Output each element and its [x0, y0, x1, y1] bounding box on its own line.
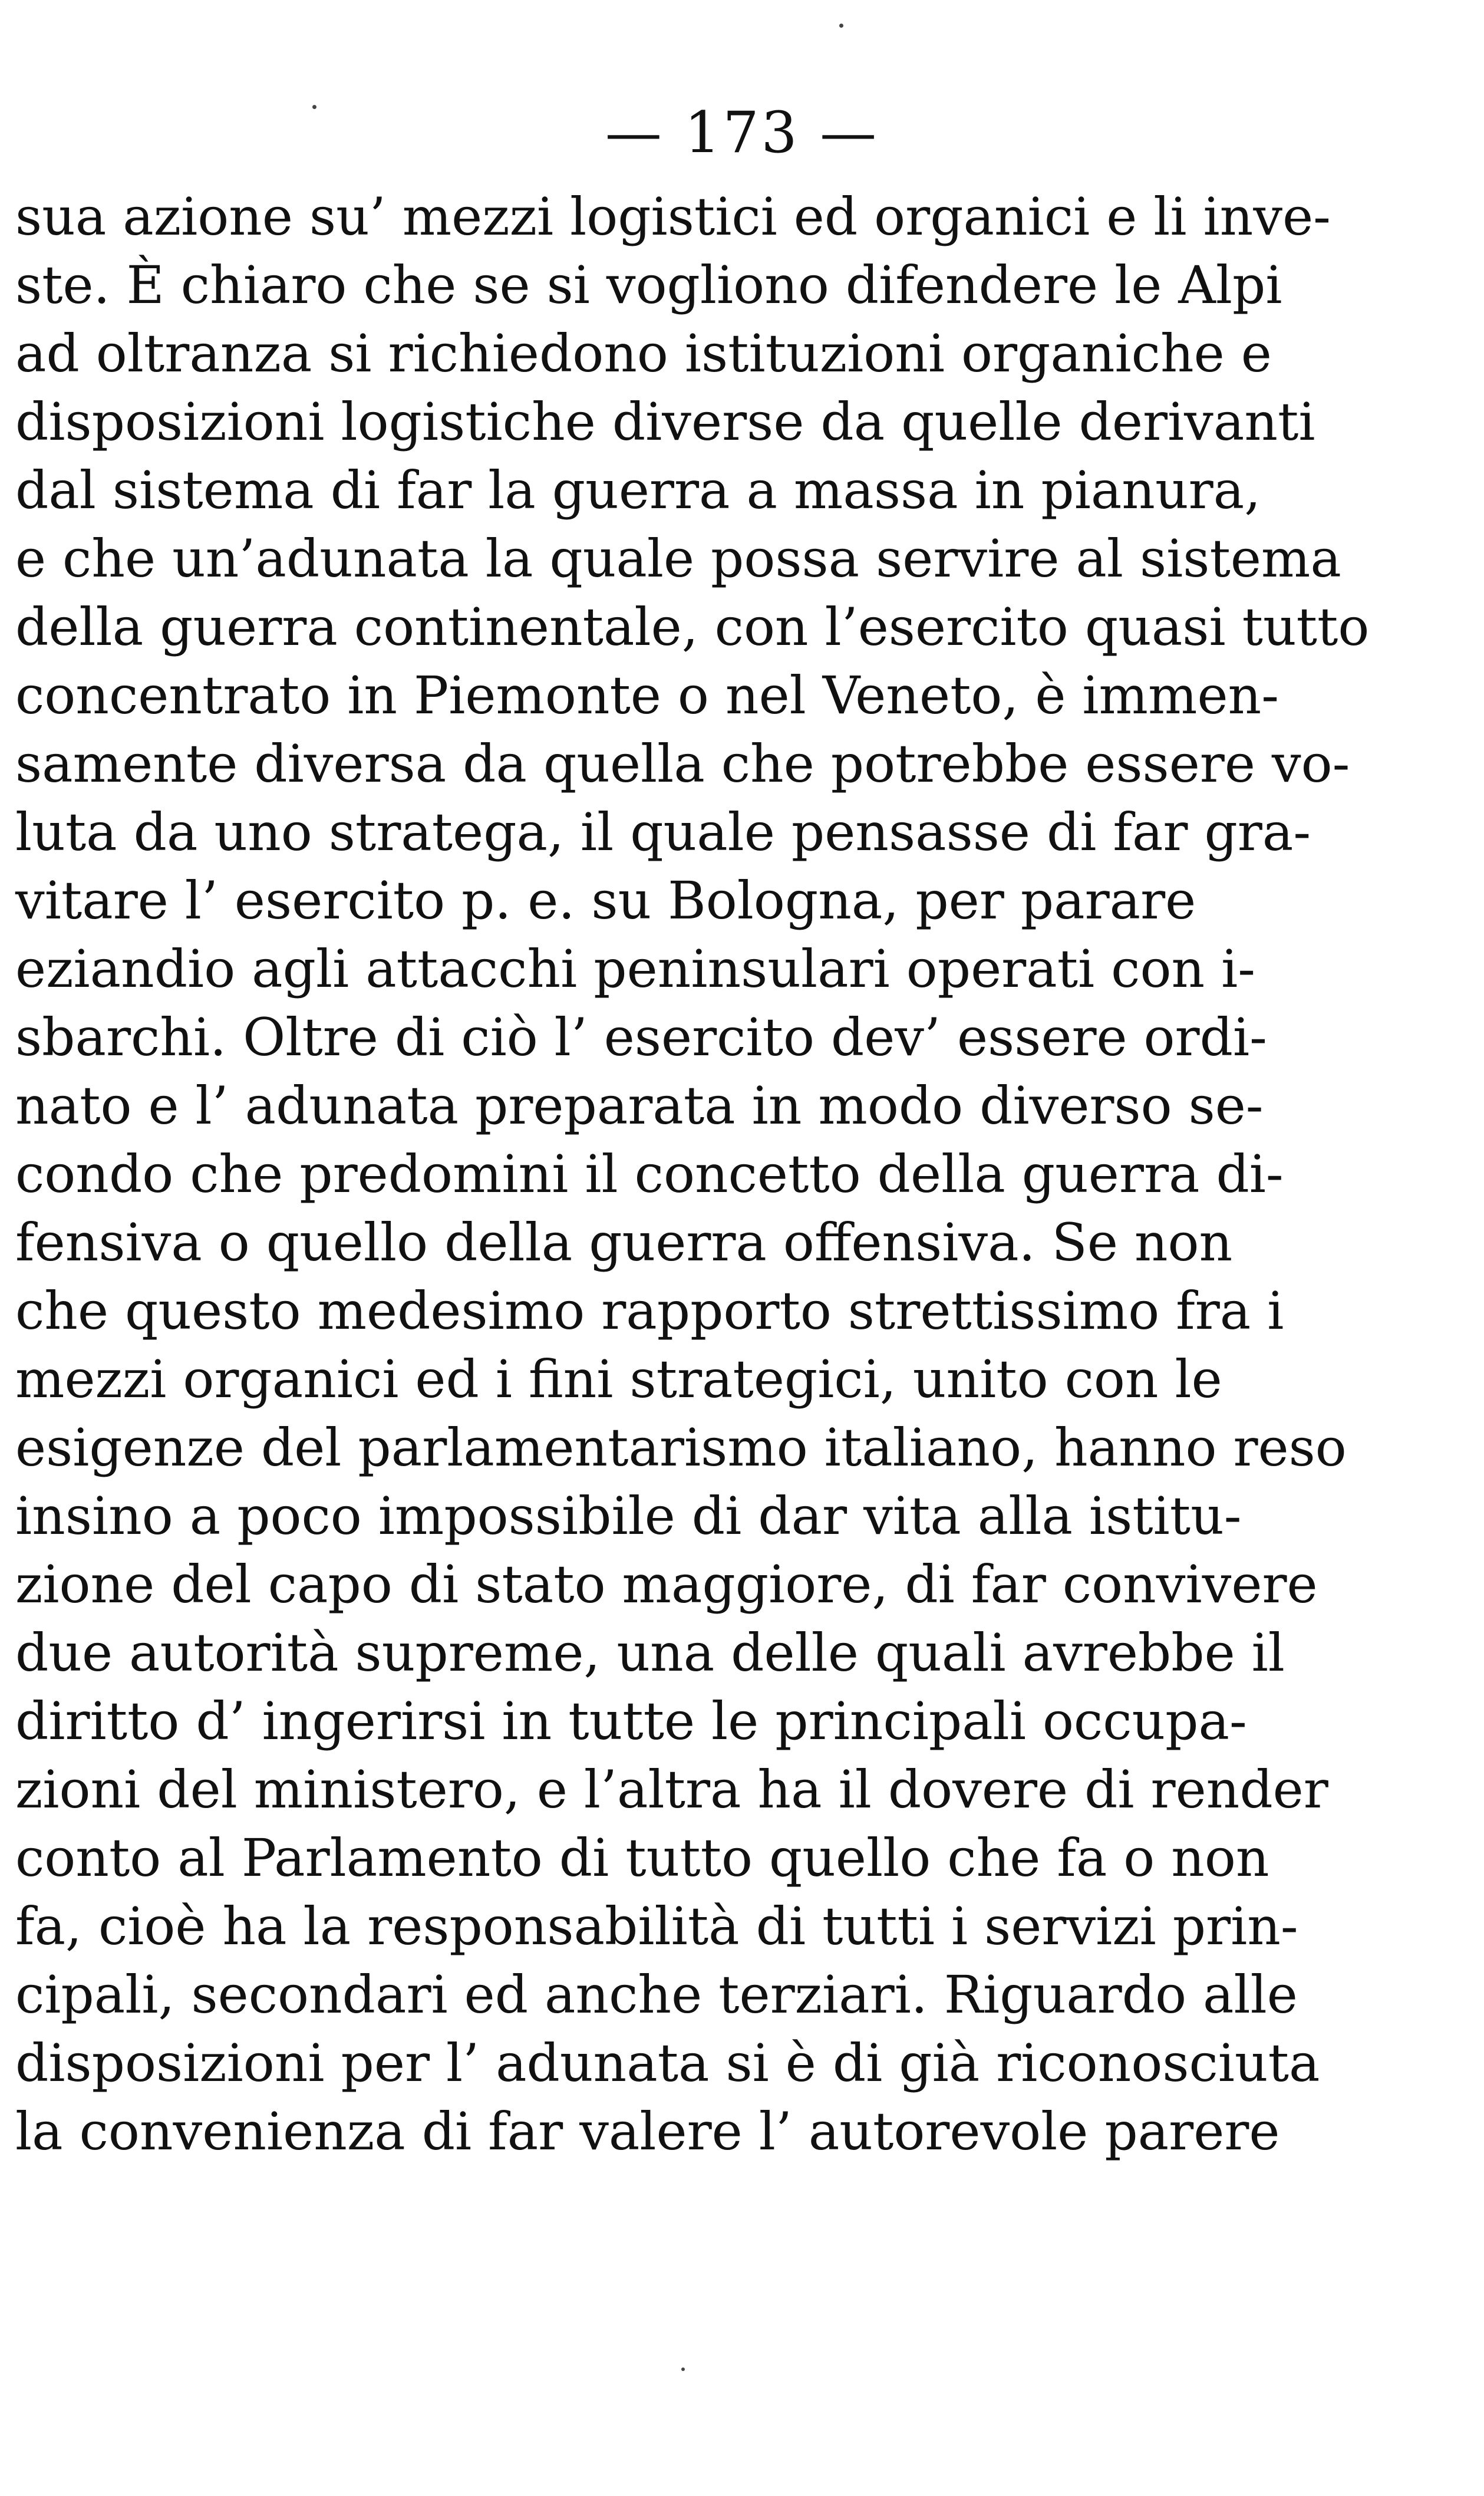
- text-line: nato e l’ adunata preparata in modo diverso se-: [15, 1075, 1264, 1136]
- text-line: zione del capo di stato maggiore, di far convivere: [15, 1554, 1318, 1615]
- page-number: — 173 —: [605, 100, 879, 166]
- text-line: eziandio agli attacchi peninsulari operati con i-: [15, 939, 1255, 999]
- text-line: mezzi organici ed i fini strategici, unito con le: [15, 1349, 1222, 1410]
- text-line: ste. È chiaro che se si vogliono difendere le Alpi: [15, 255, 1282, 315]
- text-line: esigenze del parlamentarismo italiano, hanno reso: [15, 1417, 1347, 1478]
- text-line: sbarchi. Oltre di ciò l’ esercito dev’ essere ordi-: [15, 1007, 1267, 1068]
- text-line: cipali, secondari ed anche terziari. Riguardo alle: [15, 1964, 1298, 2025]
- text-line: ad oltranza si richiedono istituzioni organiche e: [15, 323, 1272, 384]
- text-line: disposizioni logistiche diverse da quelle derivanti: [15, 391, 1315, 452]
- text-line: luta da uno stratega, il quale pensasse di far gra-: [15, 802, 1311, 862]
- text-line: dal sistema di far la guerra a massa in pianura,: [15, 460, 1261, 521]
- text-line: fensiva o quello della guerra offensiva. Se non: [15, 1212, 1233, 1273]
- text-line: vitare l’ esercito p. e. su Bologna, per parare: [15, 870, 1196, 931]
- text-line: insino a poco impossibile di dar vita alla istitu-: [15, 1486, 1242, 1546]
- body-text: [15, 183, 1370, 2166]
- text-line: condo che predomini il concetto della guerra di-: [15, 1144, 1284, 1204]
- text-line: la convenienza di far valere l’ autorevole parere: [15, 2101, 1280, 2162]
- text-line: fa, cioè ha la responsabilità di tutti i servizi prin-: [15, 1896, 1298, 1957]
- text-line: due autorità supreme, una delle quali avrebbe il: [15, 1622, 1285, 1683]
- text-line: e che un’adunata la quale possa servire al sistema: [15, 528, 1341, 589]
- text-line: diritto d’ ingerirsi in tutte le principali occupa-: [15, 1691, 1247, 1751]
- print-speck: [681, 2367, 685, 2371]
- text-line: disposizioni per l’ adunata si è di già riconosciuta: [15, 2033, 1320, 2093]
- text-line: concentrato in Piemonte o nel Veneto, è immen-: [15, 665, 1279, 726]
- text-line: che questo medesimo rapporto strettissimo fra i: [15, 1280, 1284, 1341]
- text-line: conto al Parlamento di tutto quello che fa o non: [15, 1827, 1269, 1888]
- text-line: samente diversa da quella che potrebbe essere vo-: [15, 733, 1350, 794]
- text-line: sua azione su’ mezzi logistici ed organici e li inve-: [15, 186, 1331, 247]
- text-line: della guerra continentale, con l’esercito quasi tutto: [15, 597, 1370, 657]
- print-speck: [312, 105, 316, 109]
- print-speck: [839, 24, 843, 28]
- text-line: zioni del ministero, e l’altra ha il dovere di render: [15, 1759, 1328, 1820]
